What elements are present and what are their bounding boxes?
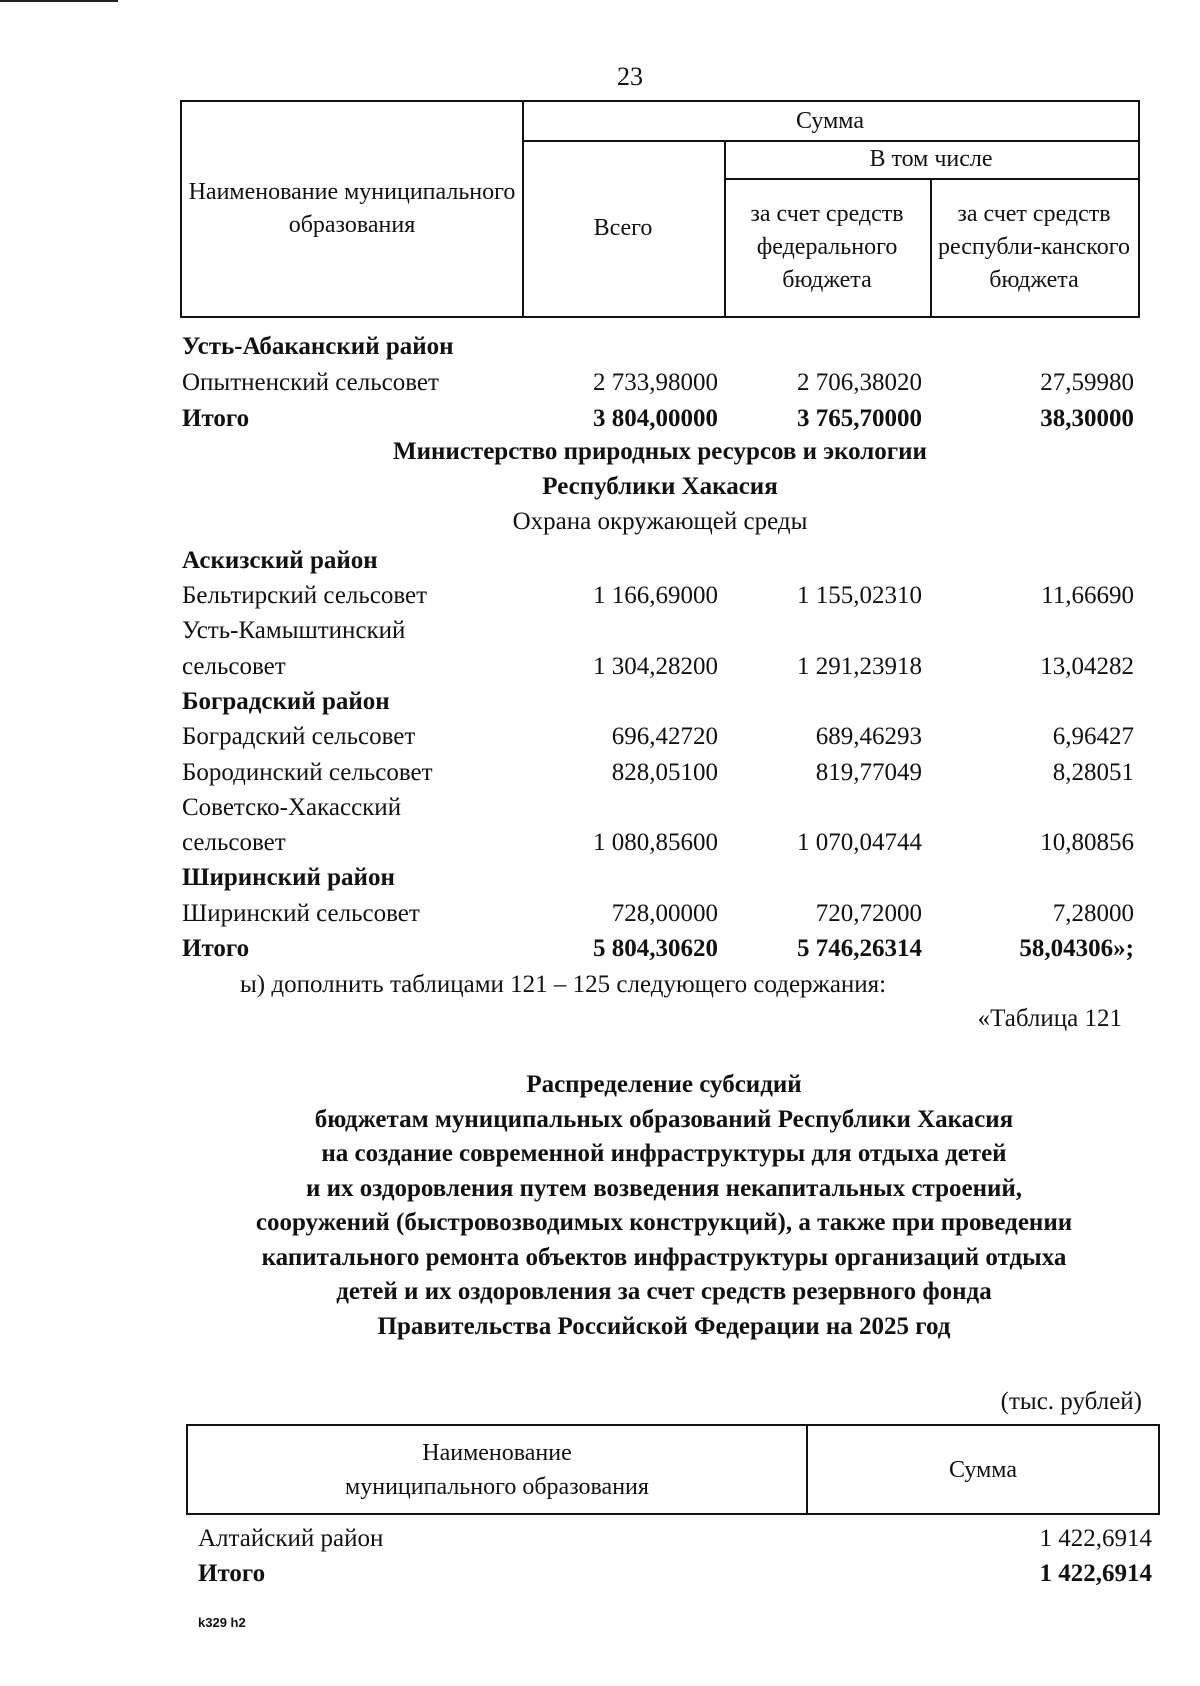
table2-name-column: Наименование муниципального образования <box>345 1439 649 1500</box>
district-shira: Ширинский район <box>182 864 395 891</box>
ministry-line-1: Министерство природных ресурсов и экологии <box>393 438 927 465</box>
table-row: Бельтирский сельсовет 1 166,69000 1 155,02310 11,66690 <box>182 582 1134 609</box>
header-republic: за счет средств республи-канского бюджета <box>938 200 1130 293</box>
units-label: (тыс. рублей) <box>1000 1388 1142 1415</box>
ministry-line-2: Республики Хакасия <box>542 473 778 500</box>
table-row-name-line: Советско-Хакасский <box>182 794 402 821</box>
itogo-row-1: Итого 3 804,00000 3 765,70000 38,30000 <box>182 405 1134 432</box>
table-row: Бородинский сельсовет 828,05100 819,77049 8,28051 <box>182 759 1134 786</box>
distribution-title: Распределение субсидий бюджетам муниципальных образований Республики Хакасия на создание современной инфраструктуры для отдыха детей и их оздоровления путем возведения некапитальных строений, сооружений (быстровозводимых конструкций), а также при проведении капитального ремонта объектов инфраструктуры организаций отдыха детей и их оздоровления за счет средств резервного фонда Правительства Российской Федерации на 2025 год <box>255 1071 1073 1340</box>
district-bograd: Боградский район <box>182 688 390 715</box>
table-row-name-line: Усть-Камыштинский <box>182 617 406 644</box>
table-row: Ширинский сельсовет 728,00000 720,72000 7,28000 <box>182 900 1134 927</box>
header-federal: за счет средств федерального бюджета <box>750 200 904 293</box>
scan-edge-mark <box>0 0 118 2</box>
table-row: Опытненский сельсовет 2 733,98000 2 706,38020 27,59980 <box>182 369 1134 396</box>
footer-code: k329 h2 <box>198 1615 246 1630</box>
addition-text: ы) дополнить таблицами 121 – 125 следующего содержания: <box>240 971 887 998</box>
table-row: сельсовет 1 080,85600 1 070,04744 10,80856 <box>182 829 1134 856</box>
header-v-tom-chisle: В том числе <box>869 145 993 172</box>
subsidy-table-header <box>186 1424 1160 1515</box>
table-row: Боградский сельсовет 696,42720 689,46293 6,96427 <box>182 723 1134 750</box>
table-row: Алтайский район 1 422,6914 <box>198 1525 1152 1552</box>
table2-summa-column: Сумма <box>949 1456 1017 1483</box>
itogo-row-3: Итого 1 422,6914 <box>198 1560 1152 1587</box>
ministry-subtitle: Охрана окружающей среды <box>512 508 808 535</box>
page-number: 23 <box>617 62 643 91</box>
itogo-row-2: Итого 5 804,30620 5 746,26314 58,04306»; <box>182 935 1134 962</box>
district-askiz: Аскизский район <box>182 547 378 574</box>
header-name-column: Наименование муниципального образования <box>188 179 516 238</box>
district-ust-abakan: Усть-Абаканский район <box>182 333 454 360</box>
table-row: сельсовет 1 304,28200 1 291,23918 13,04282 <box>182 653 1134 680</box>
header-vsego: Всего <box>593 214 653 241</box>
table-label: «Таблица 121 <box>977 1005 1122 1032</box>
header-table <box>180 100 1140 318</box>
header-summa: Сумма <box>796 107 864 134</box>
